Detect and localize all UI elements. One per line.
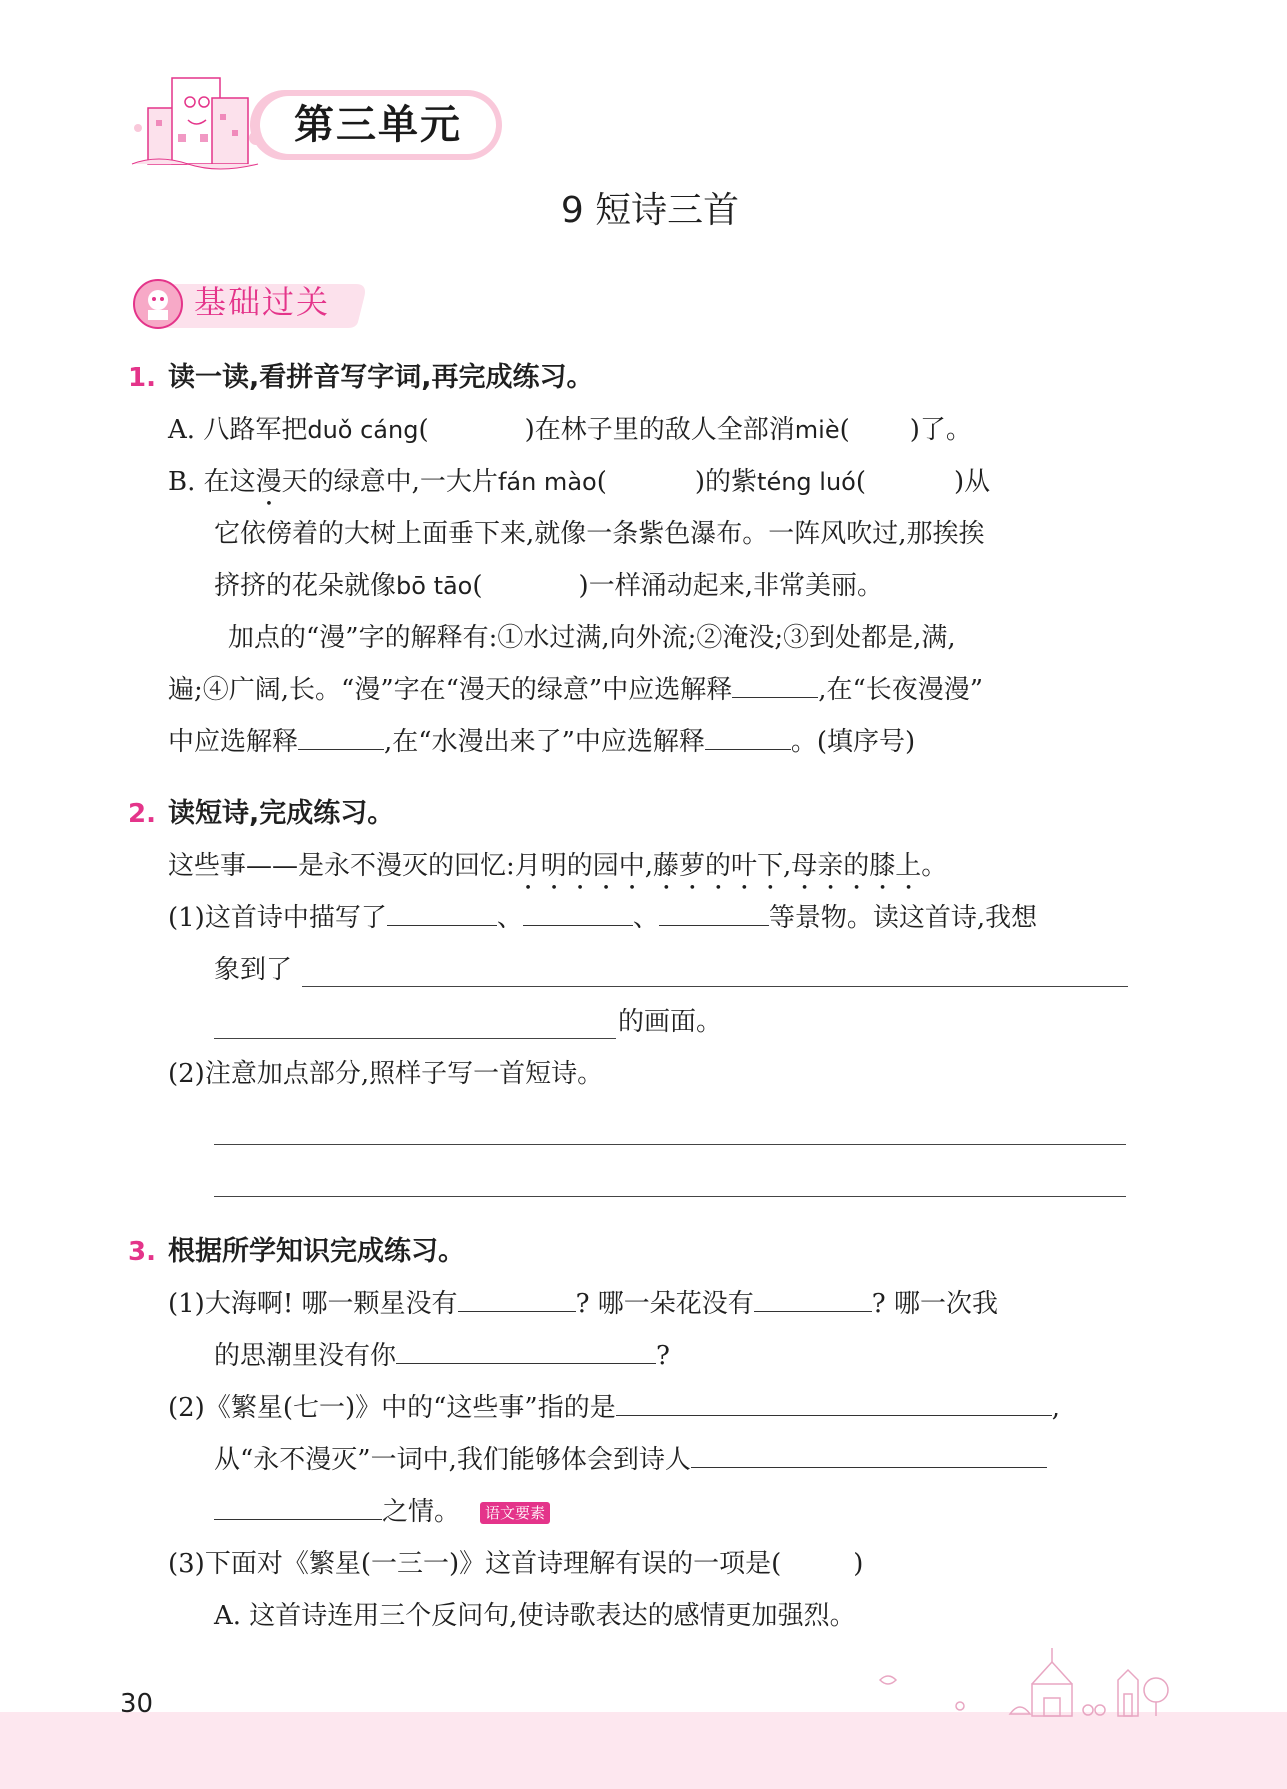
- pinyin: fán mào: [497, 468, 597, 496]
- answer-line[interactable]: [214, 1038, 616, 1039]
- text: 八路军把: [203, 415, 308, 445]
- sub-label: (1): [168, 903, 205, 933]
- answer-blank[interactable]: [298, 723, 384, 750]
- question-number: 1.: [128, 363, 156, 393]
- answer-paren[interactable]: ( ): [839, 415, 920, 445]
- answer-paren[interactable]: ( ): [596, 467, 706, 497]
- pinyin: miè: [794, 416, 840, 444]
- answer-paren[interactable]: ( ): [418, 415, 535, 445]
- q1-item-a: [168, 410, 972, 450]
- sub-label: (3): [168, 1549, 205, 1579]
- sub-label: (1): [168, 1289, 205, 1319]
- text: 在林子里的敌人全部消: [534, 415, 795, 445]
- literacy-element-tag: 语文要素: [480, 1502, 550, 1524]
- q3-sub3-option-a: A. 这首诗连用三个反问句,使诗歌表达的感情更加强烈。: [214, 1601, 856, 1631]
- answer-blank[interactable]: [214, 1493, 382, 1520]
- q2-sub1-line1: [168, 898, 1037, 938]
- answer-blank[interactable]: [705, 723, 791, 750]
- text: 这些事——是永不漫灭的回忆:: [168, 851, 515, 881]
- text: 注意加点部分,照样子写一首短诗。: [204, 1059, 604, 1089]
- text: 遍;④广阔,长。“漫”字在“漫天的绿意”中应选解释: [168, 675, 733, 705]
- sub-label: (2): [168, 1393, 205, 1423]
- answer-line[interactable]: [214, 1144, 1126, 1145]
- q3-sub2-line3: [214, 1492, 550, 1532]
- text: ): [853, 1549, 864, 1579]
- answer-blank[interactable]: [458, 1285, 576, 1312]
- answer-blank[interactable]: [691, 1441, 1047, 1468]
- q1-explain-line3: [168, 722, 915, 762]
- page-number: 30: [120, 1689, 154, 1719]
- dotted-phrase: 月明的园中,藤萝的叶下,母亲的膝上: [514, 851, 922, 881]
- section-title: 基础过关: [194, 283, 331, 321]
- q2-sub1-line2: 象到了: [214, 955, 293, 985]
- answer-blank[interactable]: [616, 1389, 1052, 1416]
- q3-sub2-line1: [168, 1388, 1060, 1428]
- answer-blank[interactable]: [396, 1337, 656, 1364]
- answer-paren[interactable]: ( ): [855, 467, 965, 497]
- text: 、: [632, 903, 659, 933]
- answer-paren[interactable]: ( ): [472, 571, 589, 601]
- text: ,: [1051, 1393, 1060, 1423]
- text: 等景物。读这首诗,我想: [768, 903, 1038, 933]
- text: 天的绿意中,一大片: [281, 467, 498, 497]
- text: 的紫: [705, 467, 758, 497]
- text: 。(填序号): [790, 727, 916, 757]
- q3-sub1-line1: [168, 1284, 998, 1324]
- q1-item-b-line3: [214, 566, 883, 606]
- q2-poem: [168, 846, 947, 886]
- text: ,在“水漫出来了”中应选解释: [384, 727, 705, 757]
- answer-paren[interactable]: [781, 1544, 853, 1584]
- text: 了。: [919, 415, 972, 445]
- text: ,在“长夜漫漫”: [818, 675, 984, 705]
- answer-blank[interactable]: [754, 1285, 872, 1312]
- answer-blank[interactable]: [659, 899, 769, 926]
- pinyin: téng luó: [757, 468, 856, 496]
- q1-explain-line2: [168, 670, 983, 710]
- text: 哪一朵花没有: [589, 1289, 754, 1319]
- text: 挤挤的花朵就像: [214, 571, 397, 601]
- text: ?: [656, 1341, 670, 1371]
- answer-line[interactable]: [302, 986, 1128, 987]
- q3-sub3: [168, 1544, 863, 1584]
- text: 《繁星(七一)》中的“这些事”指的是: [204, 1393, 616, 1423]
- q2-sub2: [168, 1054, 603, 1094]
- answer-blank[interactable]: [732, 671, 818, 698]
- answer-blank[interactable]: [523, 899, 633, 926]
- text: 这首诗中描写了: [204, 903, 387, 933]
- question-heading: 读一读,看拼音写字词,再完成练习。: [168, 362, 594, 393]
- item-label: B.: [168, 467, 196, 497]
- unit-title: 第三单元: [294, 102, 462, 148]
- text: 下面对《繁星(一三一)》这首诗理解有误的一项是(: [204, 1549, 782, 1579]
- q1-item-b-line2: 它依傍着的大树上面垂下来,就像一条紫色瀑布。一阵风吹过,那挨挨: [214, 519, 985, 549]
- lesson-title: 9 短诗三首: [560, 190, 740, 231]
- text: 之情。: [382, 1497, 461, 1527]
- text: 中应选解释: [168, 727, 299, 757]
- pinyin: duǒ cáng: [307, 416, 419, 444]
- question-number: 2.: [128, 799, 156, 829]
- text: 一样涌动起来,非常美丽。: [588, 571, 883, 601]
- question-heading: 读短诗,完成练习。: [168, 798, 395, 829]
- q1-item-b-line1: [168, 462, 990, 502]
- text: 大海啊! 哪一颗星没有: [204, 1289, 458, 1319]
- castle-illustration: [860, 1640, 1180, 1720]
- text: 哪一次我: [885, 1289, 998, 1319]
- question-heading: 根据所学知识完成练习。: [168, 1236, 465, 1267]
- text: ?: [575, 1289, 590, 1319]
- text: 的思潮里没有你: [214, 1341, 397, 1371]
- pinyin: bō tāo: [396, 572, 473, 600]
- item-label: A.: [168, 415, 196, 445]
- question-number: 3.: [128, 1237, 156, 1267]
- text: ?: [871, 1289, 886, 1319]
- text: 、: [496, 903, 523, 933]
- text: 在这: [203, 467, 256, 497]
- q2-sub1-line3: 的画面。: [618, 1007, 723, 1037]
- text: 从: [964, 467, 991, 497]
- text: 。: [921, 851, 948, 881]
- footer-band: [0, 1712, 1287, 1789]
- q3-sub2-line2: [214, 1440, 1047, 1480]
- text: 从“永不漫灭”一词中,我们能够体会到诗人: [214, 1445, 691, 1475]
- sub-label: (2): [168, 1059, 205, 1089]
- answer-blank[interactable]: [387, 899, 497, 926]
- q3-sub1-line2: [214, 1336, 670, 1376]
- q1-explain-line1: 加点的“漫”字的解释有:①水过满,向外流;②淹没;③到处都是,满,: [228, 623, 956, 653]
- answer-line[interactable]: [214, 1196, 1126, 1197]
- dotted-char: 漫: [255, 467, 282, 497]
